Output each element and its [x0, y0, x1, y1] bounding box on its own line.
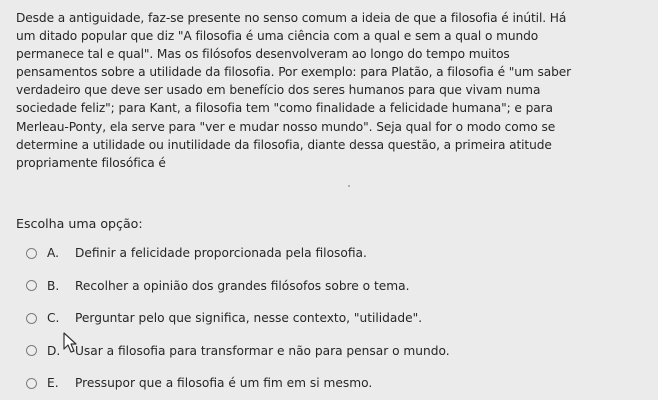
option-label[interactable]: Pressupor que a filosofia é um fim em si mesmo. — [75, 376, 373, 391]
radio-button-b[interactable] — [26, 280, 37, 291]
question-line: Desde a antiguidade, faz-se presente no senso comum a ideia de que a filosofia é inútil. Há — [16, 11, 567, 25]
options-list — [26, 237, 646, 400]
question-line: um ditado popular que diz "A filosofia é uma ciência com a qual e sem a qual o mundo — [16, 29, 539, 44]
option-label[interactable]: Definir a felicidade proporcionada pela filosofia. — [75, 246, 367, 261]
question-line: determine a utilidade ou inutilidade da filosofia, diante dessa questão, a primeira atitude — [16, 137, 552, 152]
radio-button-a[interactable] — [26, 248, 37, 259]
option-c[interactable] — [26, 302, 646, 335]
option-e[interactable] — [26, 367, 646, 400]
question-line: permanece tal e qual". Mas os filósofos desenvolveram ao longo do tempo muitos — [16, 47, 510, 62]
question-line: Merleau-Ponty, ela serve para "ver e mudar nosso mundo". Seja qual for o modo como se — [16, 119, 556, 134]
question-line: propriamente filosófica é — [16, 155, 166, 170]
option-b[interactable] — [26, 270, 646, 303]
option-label[interactable]: Recolher a opinião dos grandes filósofos sobre o tema. — [75, 278, 410, 293]
option-letter: C. — [47, 311, 60, 326]
stray-dot — [348, 185, 350, 187]
option-label[interactable]: Perguntar pelo que significa, nesse contexto, "utilidade". — [75, 311, 423, 326]
radio-button-c[interactable] — [26, 313, 37, 324]
radio-button-e[interactable] — [26, 378, 37, 389]
mouse-pointer-icon — [62, 332, 78, 354]
choose-option-prompt: Escolha uma opção: — [16, 216, 143, 231]
option-label[interactable]: Usar a filosofia para transformar e não para pensar o mundo. — [75, 343, 450, 358]
option-letter: E. — [47, 376, 59, 391]
question-line: sociedade feliz"; para Kant, a filosofia tem "como finalidade a felicidade humana"; e para — [16, 101, 553, 116]
question-text — [16, 9, 650, 172]
option-letter: D. — [47, 343, 61, 358]
radio-button-d[interactable] — [26, 345, 37, 356]
option-letter: B. — [47, 278, 60, 293]
option-d[interactable] — [26, 335, 646, 368]
question-line: pensamentos sobre a utilidade da filosofia. Por exemplo: para Platão, a filosofia é "um saber — [16, 65, 572, 80]
option-letter: A. — [47, 246, 59, 261]
question-line: verdadeiro que deve ser usado em benefício dos seres humanos para que vivam numa — [16, 83, 541, 98]
option-a[interactable] — [26, 237, 646, 270]
